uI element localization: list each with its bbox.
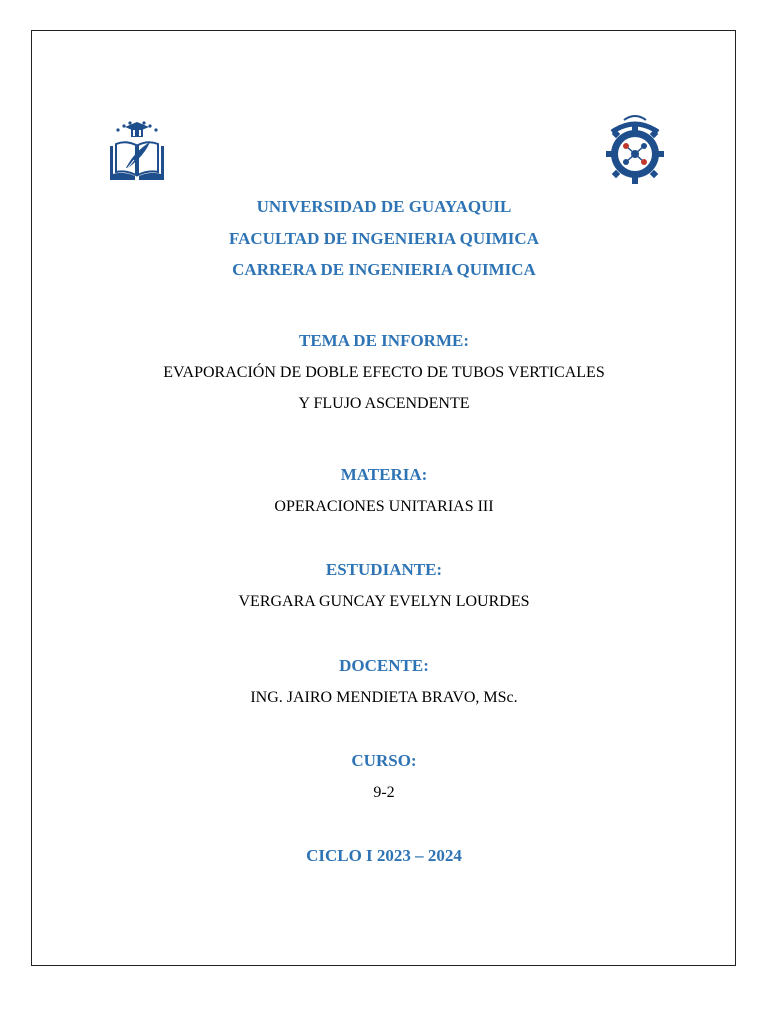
topic-line-1: EVAPORACIÓN DE DOBLE EFECTO DE TUBOS VERTICALES xyxy=(163,364,605,381)
topic-heading: TEMA DE INFORME: xyxy=(299,331,469,350)
course-value: 9-2 xyxy=(373,784,395,801)
topic-line-2: Y FLUJO ASCENDENTE xyxy=(298,395,470,412)
faculty-seal xyxy=(602,112,668,186)
student-heading: ESTUDIANTE: xyxy=(325,560,443,579)
teacher-value: ING. JAIRO MENDIETA BRAVO, MSc. xyxy=(250,689,518,706)
career-name: CARRERA DE INGENIERIA QUIMICA xyxy=(232,260,536,279)
university-name: UNIVERSIDAD DE GUAYAQUIL xyxy=(256,197,512,216)
student-value: VERGARA GUNCAY EVELYN LOURDES xyxy=(238,593,530,610)
subject-value: OPERACIONES UNITARIAS III xyxy=(274,498,494,515)
teacher-heading: DOCENTE: xyxy=(339,656,429,675)
academic-cycle: CICLO I 2023 – 2024 xyxy=(306,846,462,865)
university-logo xyxy=(104,118,170,186)
faculty-name: FACULTAD DE INGENIERIA QUIMICA xyxy=(229,229,539,248)
subject-heading: MATERIA: xyxy=(340,465,428,484)
course-heading: CURSO: xyxy=(351,751,417,770)
